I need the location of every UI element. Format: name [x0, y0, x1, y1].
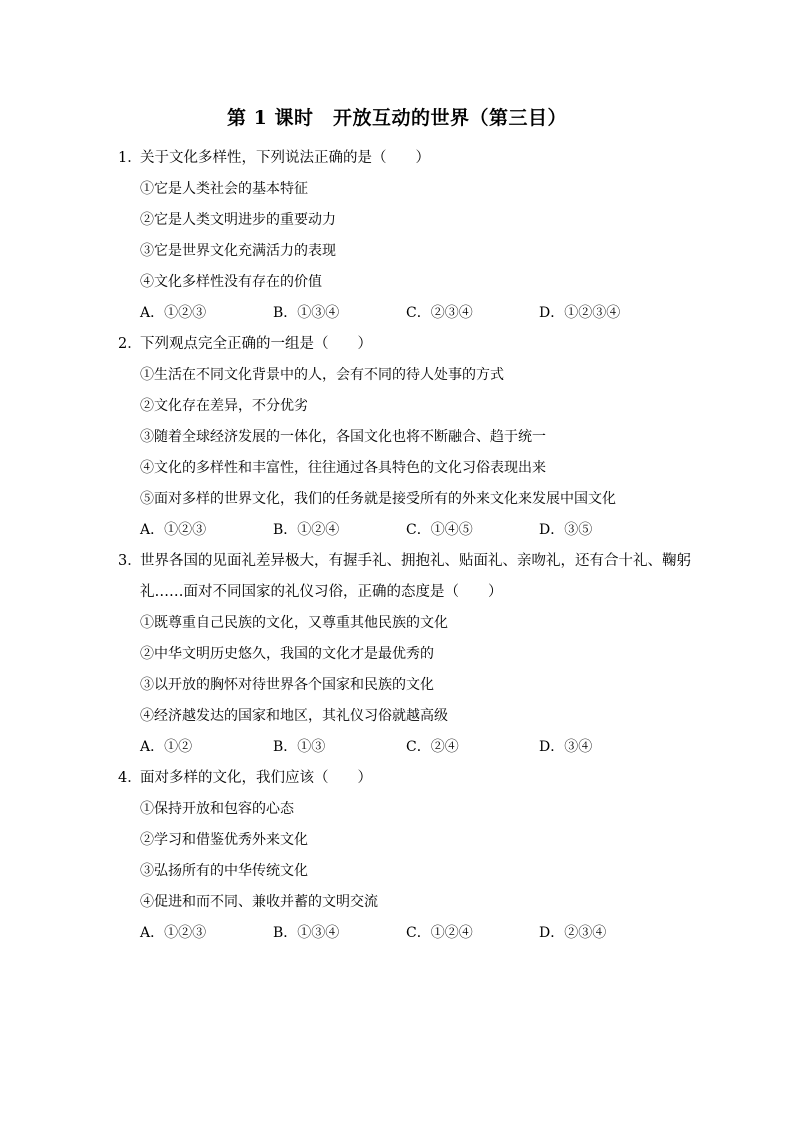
- option-d: D．③⑤: [539, 522, 593, 538]
- option-c: C．①②④: [406, 925, 473, 941]
- statement-item: ⑤面对多样的世界文化，我们的任务就是接受所有的外来文化来发展中国文化: [140, 491, 616, 507]
- option-b: B．①②④: [273, 522, 340, 538]
- statement-item: ④促进和而不同、兼收并蓄的文明交流: [140, 894, 378, 910]
- question-stem: [118, 763, 688, 794]
- option-a: A．①②③: [140, 522, 207, 538]
- question-stem: [118, 143, 688, 174]
- page-title: 第 1 课时 开放互动的世界（第三目）: [227, 107, 567, 129]
- statement-item: ②学习和借鉴优秀外来文化: [140, 832, 308, 848]
- option-c: C．②④: [406, 739, 459, 755]
- answer-options: [118, 515, 688, 546]
- option-a: A．①②③: [140, 305, 207, 321]
- statement-item: ②文化存在差异，不分优劣: [140, 398, 308, 414]
- question-stem: [118, 546, 691, 577]
- option-c: C．②③④: [406, 305, 473, 321]
- statement-item: ③随着全球经济发展的一体化，各国文化也将不断融合、趋于统一: [140, 429, 546, 445]
- statement-item: ③它是世界文化充满活力的表现: [140, 243, 336, 259]
- option-b: B．①③: [273, 739, 326, 755]
- statement-item: ①保持开放和包容的心态: [140, 801, 294, 817]
- option-d: D．①②③④: [539, 305, 621, 321]
- option-b: B．①③④: [273, 305, 340, 321]
- statement-item: ②中华文明历史悠久，我国的文化才是最优秀的: [140, 646, 434, 662]
- option-a: A．①②③: [140, 925, 207, 941]
- statement-item: ①生活在不同文化背景中的人，会有不同的待人处事的方式: [140, 367, 504, 383]
- question-text-continued: 礼……面对不同国家的礼仪习俗，正确的态度是（ ）: [140, 584, 503, 600]
- statement-item: ③以开放的胸怀对待世界各个国家和民族的文化: [140, 677, 434, 693]
- question-text: 世界各国的见面礼差异极大，有握手礼、拥抱礼、贴面礼、亲吻礼，还有合十礼、鞠躬: [140, 553, 691, 569]
- question-text: 面对多样的文化，我们应该（ ）: [140, 770, 372, 786]
- question-stem: [118, 329, 688, 360]
- statement-item: ④文化多样性没有存在的价值: [140, 274, 322, 290]
- option-b: B．①③④: [273, 925, 340, 941]
- statement-item: ④文化的多样性和丰富性，往往通过各具特色的文化习俗表现出来: [140, 460, 546, 476]
- statement-item: ②它是人类文明进步的重要动力: [140, 212, 336, 228]
- question-3: [118, 546, 691, 763]
- answer-options: [118, 298, 688, 329]
- question-number: 2．: [118, 336, 142, 352]
- answer-options: [118, 918, 688, 949]
- question-1: [118, 143, 688, 329]
- option-c: C．①④⑤: [406, 522, 473, 538]
- statement-item: ④经济越发达的国家和地区，其礼仪习俗就越高级: [140, 708, 448, 724]
- statement-item: ①它是人类社会的基本特征: [140, 181, 308, 197]
- statement-item: ③弘扬所有的中华传统文化: [140, 863, 308, 879]
- question-4: [118, 763, 688, 949]
- question-number: 4．: [118, 770, 142, 786]
- question-text: 关于文化多样性，下列说法正确的是（ ）: [140, 150, 430, 166]
- question-list: [118, 143, 691, 949]
- statement-item: ①既尊重自己民族的文化，又尊重其他民族的文化: [140, 615, 448, 631]
- option-d: D．②③④: [539, 925, 607, 941]
- question-text: 下列观点完全正确的一组是（ ）: [140, 336, 372, 352]
- question-number: 1．: [118, 150, 142, 166]
- question-2: [118, 329, 688, 546]
- option-a: A．①②: [140, 739, 193, 755]
- answer-options: [118, 732, 688, 763]
- question-number: 3．: [118, 553, 142, 569]
- option-d: D．③④: [539, 739, 593, 755]
